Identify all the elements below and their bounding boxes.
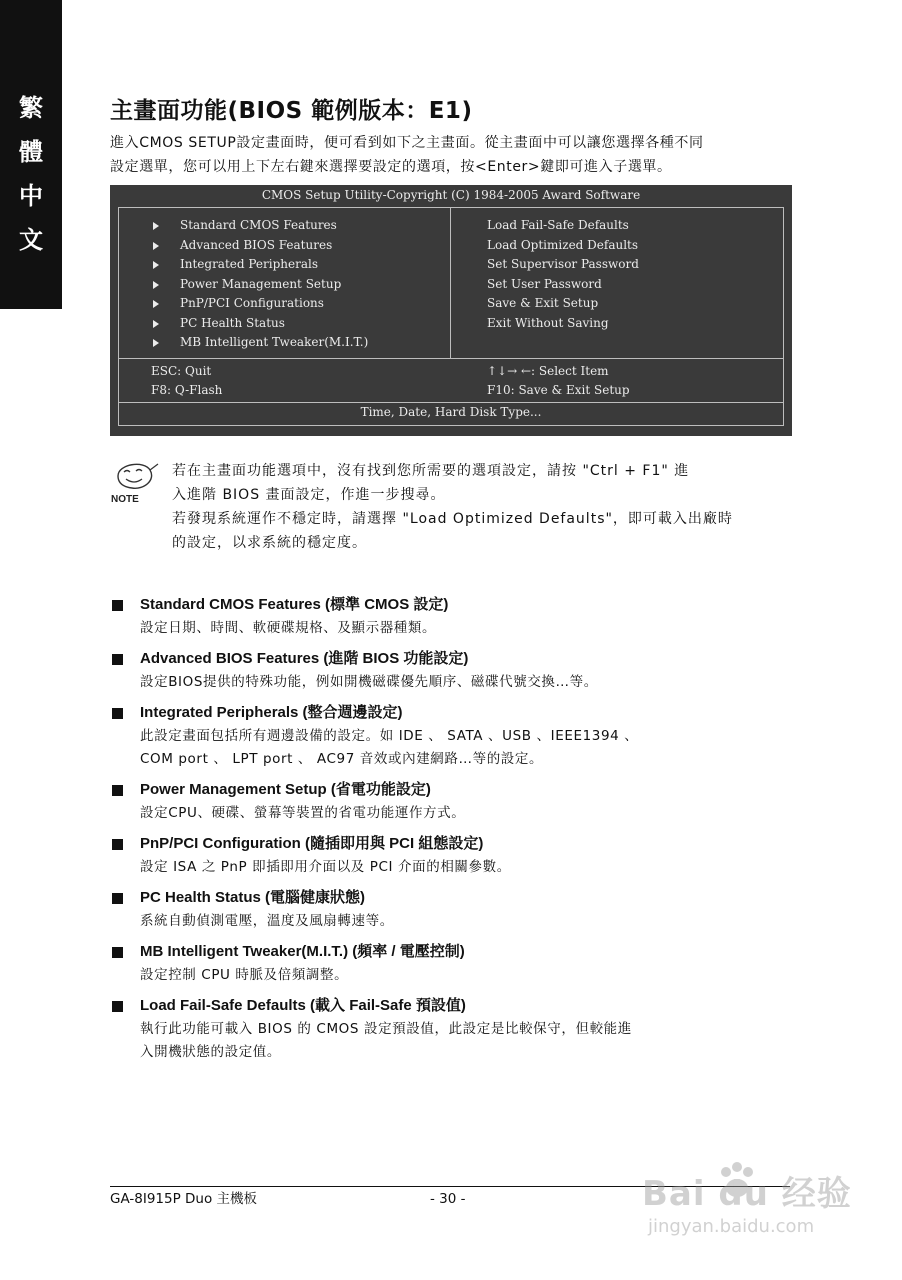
bios-column-divider xyxy=(450,208,451,358)
f10-key-hint: F10: Save & Exit Setup xyxy=(487,383,630,397)
bios-menu-item[interactable]: Save & Exit Setup xyxy=(487,296,599,310)
feature-desc: 設定BIOS提供的特殊功能，例如開機磁碟優先順序、磁碟代號交換…等。 xyxy=(140,674,598,690)
triangle-right-icon xyxy=(153,339,159,347)
bios-menu-item[interactable]: Set Supervisor Password xyxy=(487,257,639,271)
bios-menu-item[interactable] xyxy=(119,216,368,236)
feature-item xyxy=(112,701,802,771)
feature-item xyxy=(112,886,802,933)
feature-desc: COM port 、 LPT port 、 AC97 音效或內建網路…等的設定。 xyxy=(140,751,544,767)
intro-paragraph xyxy=(110,131,800,179)
feature-title-text: Power Management Setup (省電功能設定) xyxy=(140,781,431,798)
bios-menu-item-label: MB Intelligent Tweaker(M.I.T.) xyxy=(180,335,369,349)
triangle-right-icon xyxy=(153,261,159,269)
side-tab-char: 體 xyxy=(19,137,43,166)
feature-title-text: Load Fail-Safe Defaults (載入 Fail-Safe 預設值) xyxy=(140,997,466,1014)
watermark-brand: Bai du 经验 xyxy=(642,1174,852,1214)
feature-desc: 設定日期、時間、軟硬碟規格、及顯示器種類。 xyxy=(140,620,437,636)
feature-title xyxy=(112,593,802,617)
triangle-right-icon xyxy=(153,242,159,250)
bios-menu-item[interactable]: Load Optimized Defaults xyxy=(487,237,639,252)
triangle-right-icon xyxy=(153,300,159,308)
square-bullet-icon xyxy=(112,947,123,958)
intro-line: 設定選單，您可以用上下左右鍵來選擇要設定的選項，按<Enter>鍵即可進入子選單。 xyxy=(110,159,672,175)
triangle-right-icon xyxy=(153,320,159,328)
note-line: 若發現系統運作不穩定時，請選擇 "Load Optimized Defaults"，即可載入出廠時 xyxy=(172,511,733,527)
note-line: 若在主畫面功能選項中，沒有找到您所需要的選項設定，請按 "Ctrl + F1" 進 xyxy=(172,463,690,479)
bios-menu-item[interactable]: Exit Without Saving xyxy=(487,315,609,330)
feature-title xyxy=(112,886,802,910)
feature-desc: 設定 ISA 之 PnP 即插即用介面以及 PCI 介面的相關參數。 xyxy=(140,859,511,875)
bios-menu-item[interactable]: Set User Password xyxy=(487,276,602,291)
square-bullet-icon xyxy=(112,893,123,904)
note-smiley-icon xyxy=(110,456,162,504)
bios-menu-item-label: Power Management Setup xyxy=(180,276,342,291)
footer-model: GA-8I915P Duo 主機板 xyxy=(110,1191,258,1207)
bios-menu-item-label: PC Health Status xyxy=(180,315,285,330)
feature-desc: 設定控制 CPU 時脈及倍頻調整。 xyxy=(140,967,349,983)
feature-item xyxy=(112,778,802,825)
bios-menu-item[interactable]: Load Fail-Safe Defaults xyxy=(487,218,629,232)
bios-menu-item-label: PnP/PCI Configurations xyxy=(180,296,324,310)
note-text xyxy=(172,459,797,555)
bios-status-bar: Time, Date, Hard Disk Type... xyxy=(360,405,542,419)
intro-line: 進入CMOS SETUP設定畫面時，便可看到如下之主畫面。從主畫面中可以讓您選擇各種不同 xyxy=(110,135,704,151)
feature-title-text: PnP/PCI Configuration (隨插即用與 PCI 組態設定) xyxy=(140,835,484,852)
feature-item xyxy=(112,647,802,694)
feature-title xyxy=(112,647,802,671)
bios-menu-item-label: Standard CMOS Features xyxy=(180,218,337,232)
feature-desc: 此設定畫面包括所有週邊設備的設定。如 IDE 、 SATA 、USB 、IEEE1394 、 xyxy=(140,728,639,744)
square-bullet-icon xyxy=(112,708,123,719)
bios-menu-item[interactable] xyxy=(119,275,368,295)
feature-desc: 入開機狀態的設定值。 xyxy=(140,1044,281,1060)
watermark xyxy=(640,1160,880,1250)
square-bullet-icon xyxy=(112,785,123,796)
page-number: - 30 - xyxy=(430,1191,466,1207)
feature-title-text: PC Health Status (電腦健康狀態) xyxy=(140,889,366,906)
bios-screenshot xyxy=(110,185,792,436)
feature-item xyxy=(112,940,802,987)
bios-menu-area xyxy=(119,208,783,359)
side-tab-char: 中 xyxy=(19,181,43,210)
bios-frame xyxy=(118,207,784,426)
triangle-right-icon xyxy=(153,222,159,230)
feature-item xyxy=(112,832,802,879)
bios-menu-item[interactable] xyxy=(119,333,368,353)
square-bullet-icon xyxy=(112,839,123,850)
page-title: 主畫面功能(BIOS 範例版本：E1) xyxy=(110,98,473,124)
note-line: 的設定，以求系統的穩定度。 xyxy=(172,535,367,551)
triangle-right-icon xyxy=(153,281,159,289)
feature-item xyxy=(112,994,802,1064)
esc-key-hint: ESC: Quit xyxy=(151,364,212,378)
select-key-hint: ↑↓→ ←: Select Item xyxy=(487,364,609,378)
feature-desc: 系統自動偵測電壓，溫度及風扇轉速等。 xyxy=(140,913,394,929)
bios-menu-item[interactable] xyxy=(119,255,368,275)
feature-desc: 執行此功能可載入 BIOS 的 CMOS 設定預設值，此設定是比較保守，但較能進 xyxy=(140,1021,632,1037)
language-side-tab xyxy=(0,0,62,309)
feature-title xyxy=(112,832,802,856)
bios-right-menu xyxy=(487,216,639,333)
side-tab-char: 繁 xyxy=(19,93,43,122)
feature-item xyxy=(112,593,802,640)
bios-menu-item-label: Advanced BIOS Features xyxy=(180,237,333,252)
f8-key-hint: F8: Q-Flash xyxy=(151,383,223,397)
square-bullet-icon xyxy=(112,600,123,611)
feature-desc: 設定CPU、硬碟、螢幕等裝置的省電功能運作方式。 xyxy=(140,805,466,821)
feature-title-text: Advanced BIOS Features (進階 BIOS 功能設定) xyxy=(140,650,469,667)
feature-title xyxy=(112,701,802,725)
bios-menu-item[interactable] xyxy=(119,236,368,256)
bios-menu-item[interactable] xyxy=(119,294,368,314)
feature-title xyxy=(112,994,802,1018)
note-line: 入進階 BIOS 畫面設定，作進一步搜尋。 xyxy=(172,487,446,503)
bios-menu-item[interactable] xyxy=(119,314,368,334)
watermark-url: jingyan.baidu.com xyxy=(648,1216,815,1237)
feature-title xyxy=(112,940,802,964)
bios-key-help xyxy=(119,358,783,403)
bios-menu-item-label: Integrated Peripherals xyxy=(180,257,318,271)
feature-title-text: Integrated Peripherals (整合週邊設定) xyxy=(140,704,403,721)
note-label: NOTE xyxy=(111,494,139,504)
square-bullet-icon xyxy=(112,654,123,665)
feature-title xyxy=(112,778,802,802)
feature-title-text: MB Intelligent Tweaker(M.I.T.) (頻率 / 電壓控制) xyxy=(140,943,465,960)
feature-list xyxy=(112,593,802,1071)
side-tab-char: 文 xyxy=(19,225,43,254)
square-bullet-icon xyxy=(112,1001,123,1012)
bios-left-menu xyxy=(119,216,368,353)
bios-header: CMOS Setup Utility-Copyright (C) 1984-2005 Award Software xyxy=(261,188,641,202)
feature-title-text: Standard CMOS Features (標準 CMOS 設定) xyxy=(140,596,449,613)
